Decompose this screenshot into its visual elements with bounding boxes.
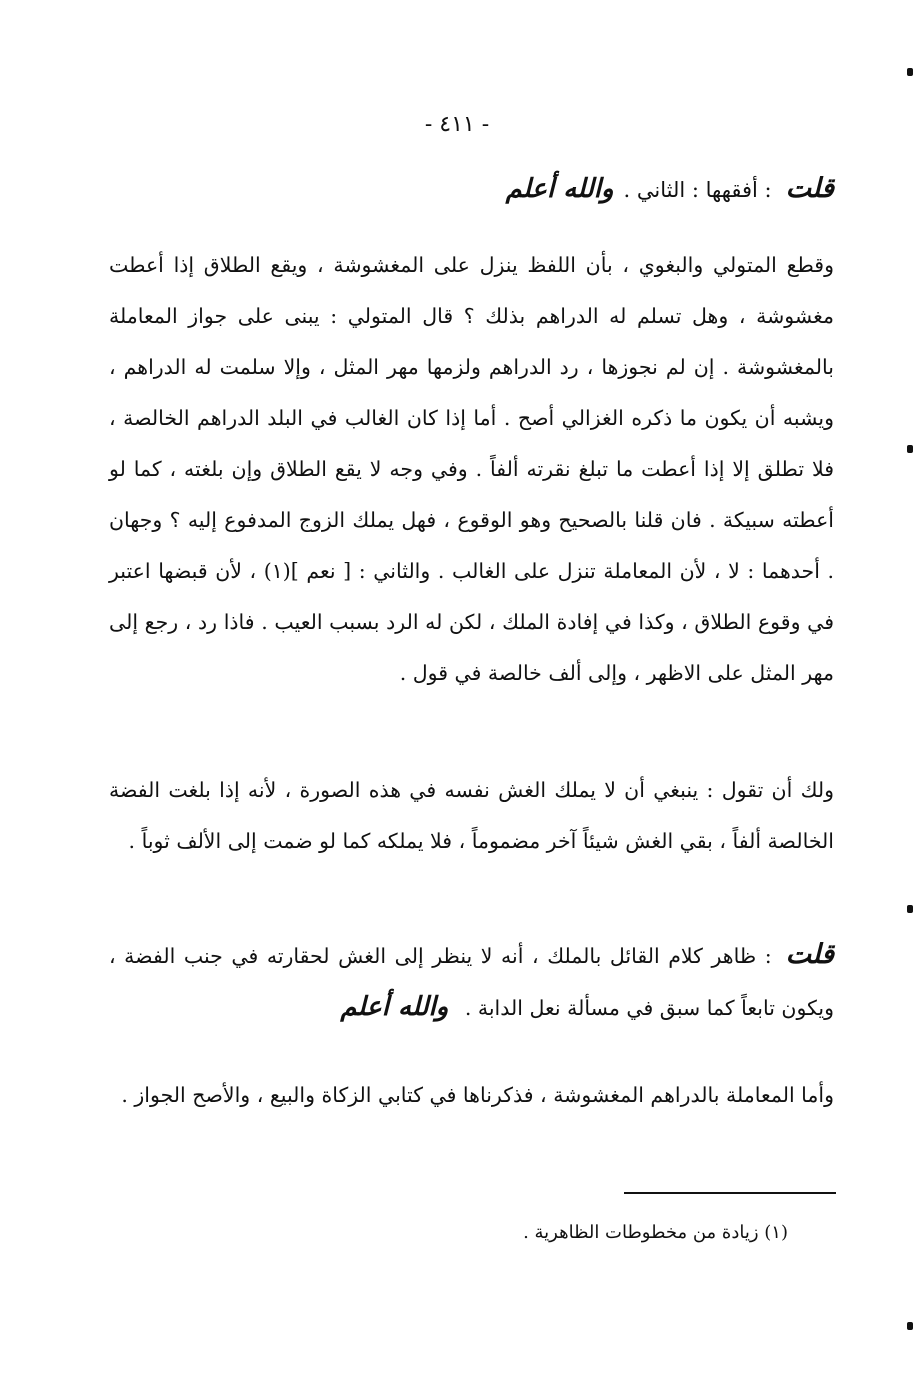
page-number: - ٤١١ - xyxy=(424,112,490,137)
margin-mark xyxy=(907,1322,913,1330)
closing-phrase: والله أعلم xyxy=(340,992,449,1022)
footnote-divider xyxy=(624,1192,836,1194)
qult-label: قلت xyxy=(785,939,834,970)
margin-mark xyxy=(907,68,913,76)
margin-mark xyxy=(907,445,913,453)
paragraph-main: وقطع المتولي والبغوي ، بأن اللفظ ينزل على المغشوشة ، ويقع الطلاق إذا أعطت مغشوشة ، وهل تسلم له الدراهم بذلك ؟ قال المتولي : يبنى على جواز المعاملة بالمغشوشة . إن لم نجوزها ، رد الدراهم ولزمها مهر المثل ، وإلا سلمت له الدراهم ، ويشبه أن يكون ما ذكره الغزالي أصح . أما إذا كان الغالب في البلد الدراهم الخالصة ، فلا تطلق إلا إذا أعطت ما تبلغ نقرته ألفاً . وفي وجه لا يقع الطلاق وإن بلغته ، كما لو أعطته سبيكة . فان قلنا بالصحيح وهو الوقوع ، فهل يملك الزوج المدفوع إليه ؟ وجهان . أحدهما : لا ، لأن المعاملة تنزل على الغالب . والثاني : [ نعم ](١) ، لأن قبضها اعتبر في وقوع الطلاق ، وكذا في إفادة الملك ، لكن له الرد بسبب العيب . فاذا رد ، رجع إلى مهر المثل على الاظهر ، وإلى ألف خالصة في قول . xyxy=(109,253,835,685)
closing-phrase: والله أعلم xyxy=(505,174,614,204)
qult-statement-1 xyxy=(110,163,834,216)
paragraph-objection: ولك أن تقول : ينبغي أن لا يملك الغش نفسه في هذه الصورة ، لأنه إذا بلغت الفضة الخالصة ألفاً ، بقي الغش شيئاً آخر مضموماً ، فلا يملكه كما لو ضمت إلى الألف ثوباً . xyxy=(109,778,834,853)
margin-mark xyxy=(907,905,913,913)
paragraph-conclusion: وأما المعاملة بالدراهم المغشوشة ، فذكرناها في كتابي الزكاة والبيع ، والأصح الجواز . xyxy=(121,1083,834,1107)
qult-text: : ظاهر كلام القائل بالملك ، أنه لا ينظر إلى الغش لحقارته في جنب الفضة ، ويكون تابعاً كما سبق في مسألة نعل الدابة . xyxy=(109,944,834,1020)
qult-statement-2 xyxy=(109,929,834,1034)
footnote: (١) زيادة من مخطوطات الظاهرية . xyxy=(523,1222,788,1243)
qult-text: : أفقهها : الثاني . xyxy=(623,178,772,202)
qult-label: قلت xyxy=(785,173,834,204)
